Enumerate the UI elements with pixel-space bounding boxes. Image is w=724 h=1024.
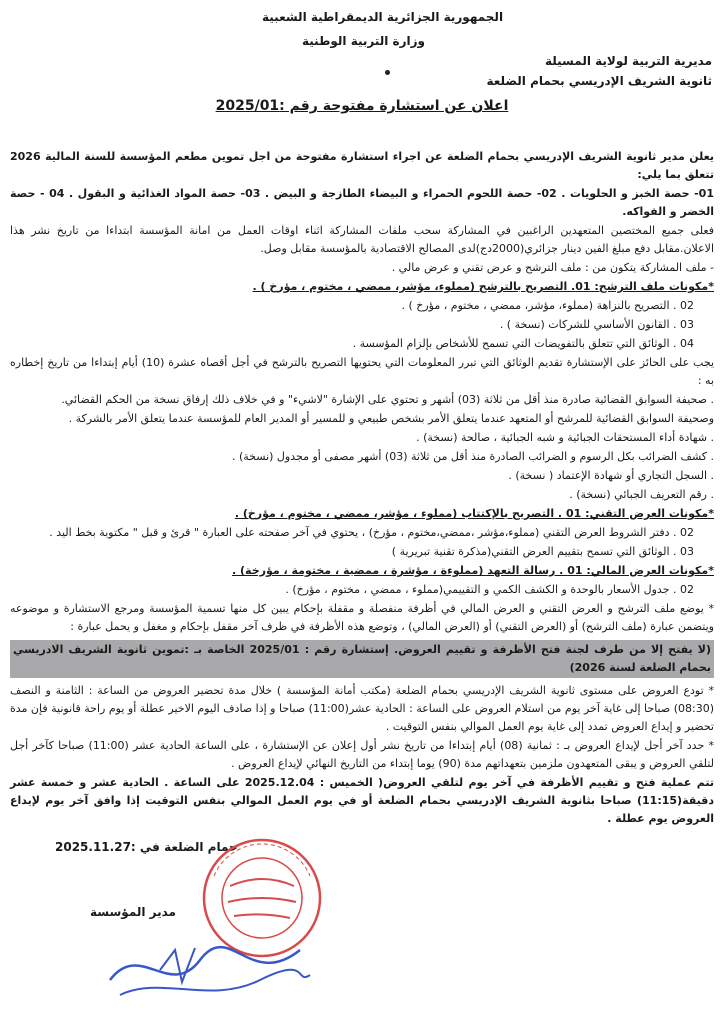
stamp-inner-text-strokes xyxy=(228,879,296,918)
title-text: اعلان عن استشارة مفتوحة رقم :2025/01 xyxy=(215,98,509,114)
envelope-instructions: * يوضع ملف الترشح و العرض التقني و العرض المالي في أظرفة منفصلة و مقفلة بإحكام يبين كل منها تسمية المؤسسة ومرجع الاستشارة و موضوعه ويتضمن عبارة (ملف الترشح) أو (العرض التقني) أو (العرض المالي) ، وتوضع هذه الأظرفة في ظرف آخر مقفل بإحكام و مغفل و يحمل عبارة : xyxy=(10,602,714,633)
signature-stroke xyxy=(160,948,195,982)
candidacy-item: 02 . التصريح بالنزاهة (مملوء، مؤشر، ممضي ، مختوم ، مؤرخ ) . xyxy=(401,299,694,312)
required-document: وصحيفة السوابق القضائية للمرشح أو المتعهد عندما يتعلق الأمر بشخص طبيعي و للمسير أو المدير العام للمؤسسة عندما يتعلق الأمر بالشركة . xyxy=(68,412,714,425)
required-document: . كشف الضرائب بكل الرسوم و الضرائب الصادرة منذ أقل من ثلاثة (03) أشهر مصفى أو مجدول (نسخة) . xyxy=(231,450,714,463)
signature-stroke xyxy=(120,970,310,995)
ministry-header: وزارة التربية الوطنية xyxy=(302,34,426,48)
technical-offer-item: 02 . دفتر الشروط العرض التقني (مملوء،مؤشر ،ممضي،مختوم ، مؤرخ) ، يحتوي في آخر صفحته على العبارة " قرئ و قبل " مكتوبة بخط اليد . xyxy=(49,526,694,539)
required-document: . رقم التعريف الجبائي (نسخة) . xyxy=(569,488,714,501)
director-title: مدير المؤسسة xyxy=(90,905,176,919)
technical-offer-item: 03 . الوثائق التي تسمح بتقييم العرض التقني(مذكرة تقنية تبريرية ) xyxy=(391,545,694,558)
opening-paragraph: تتم عملية فتح و تقييم الأظرفة في آخر يوم لتلقي العروض( الخميس : 2025.12.04 على الساعة . الحادية عشر و خمسة عشر دقيقة(11:15) صباحا بثانوية الشريف الإدريسي بحمام الضلعة أو في يوم العمل الموالي بنفس التوقيت إذا وافق آخر يوم لإيداع العروض يوم عطلة . xyxy=(10,776,714,825)
financial-offer-heading: *مكونات العرض المالي: 01 . رسالة التعهد (مملوءة ، مؤشرة ، ممضية ، مختومة ، مؤرخة) . xyxy=(232,564,714,577)
page-title xyxy=(0,98,724,114)
participation-paragraph: فعلى جميع المختصين المتعهدين الراغبين في المشاركة سحب ملفات المشاركة اثناء اوقات العمل من امانة المؤسسة ابتداءا من تاريخ نشر هذا الاعلان.مقابل دفع مبلغ الفين دينار جزائري(2000دج)لدى المصالح الاقتصادية بالمؤسسة مقابل وصل. xyxy=(10,224,714,255)
candidacy-item: 03 . القانون الأساسي للشركات (نسخة ) . xyxy=(499,318,694,331)
candidacy-item: 04 . الوثائق التي تتعلق بالتفويضات التي تسمح للأشخاص بإلزام المؤسسة . xyxy=(352,337,694,350)
submission-paragraph: * تودع العروض على مستوى ثانوية الشريف الإدريسي بحمام الضلعة (مكتب أمانة المؤسسة ) خلال مدة تحضير العروض من الساعة : الثامنة و النصف (08:30) صباحا إلى غاية آخر يوم من استلام العروض على الساعة : الحادية عشر(11:00) صباحا و إذا صادف اليوم الاخير عطلة أو يوم راحة قانونية فإن مدة تحضير و إيداع العروض تمدد إلى غاية يوم العمل الموالي بنفس التوقيت . xyxy=(10,684,714,733)
envelope-label-box: (لا يفتح إلا من طرف لجنة فتح الأظرفة و تقييم العروض. إستشارة رقم : 2025/01 الخاصة بـ :تموين ثانوية الشريف الادريسي بحمام الضلعة لسنة 2026) xyxy=(10,640,714,678)
deadline-paragraph: * حدد آخر أجل لإيداع العروض بـ : ثمانية (08) أيام إبتداءا من تاريخ نشر أول إعلان عن الإستشارة ، على الساعة الحادية عشر (11:00) صباحا كآخر أجل لتلقي العروض و يبقى المتعهدون ملزمين بتعهداتهم مدة (90) يوما إبتداء من التاريخ النهائي لإيداع العروض . xyxy=(10,739,714,770)
required-document: . السجل التجاري أو شهادة الإعتماد ( نسخة) . xyxy=(508,469,714,482)
technical-offer-heading: *مكونات العرض التقني: 01 . التصريح بالإكتتاب (مملوء ، مؤشر، ممضي ، مختوم ، مؤرخ) . xyxy=(234,507,714,520)
stamp-ring-lettering xyxy=(214,844,310,876)
announcement-body xyxy=(10,148,714,829)
lots-list: 01- حصة الخبز و الحلويات . 02- حصة اللحوم الحمراء و البيضاء الطازجة و البيض . 03- حصة المواد الغذائية و البقول . 04 - حصة الخضر و الفواكه. xyxy=(10,187,714,218)
file-composition: - ملف المشاركة يتكون من : ملف الترشح و عرض تقني و عرض مالي . xyxy=(391,261,714,274)
candidacy-file-heading: *مكونات ملف الترشح: 01. التصريح بالترشح (مملوء، مؤشر، ممضي ، مختوم ، مؤرخ ) . xyxy=(252,280,714,293)
director-signature xyxy=(100,920,320,1010)
intro-paragraph: يعلن مدير ثانوية الشريف الإدريسي بحمام الضلعة عن اجراء استشارة مفتوحة من اجل تموين مطعم المؤسسة للسنة المالية 2026 تتعلق بما يلي: xyxy=(10,150,714,181)
required-document: . صحيفة السوابق القضائية صادرة منذ أقل من ثلاثة (03) أشهر و تحتوي على الإشارة "لاشيء" و في خلاف ذلك إرفاق نسخة من الحكم القضائي. xyxy=(61,393,714,406)
republic-header: الجمهورية الجزائرية الديمقراطية الشعبية xyxy=(262,10,504,24)
school-header: ثانوية الشريف الإدريسي بحمام الضلعة xyxy=(486,74,712,88)
place-date: حمام الضلعة في :2025.11.27 xyxy=(55,840,238,854)
justification-paragraph: يجب على الحائز على الإستشارة تقديم الوثائق التي تبرر المعلومات التي يحتويها التصريح بالترشح في أجل أقصاه عشرة (10) أيام إبتداءا من تاريخ إخطاره به : xyxy=(10,356,715,387)
required-document: . شهادة أداء المستحقات الجبائية و شبه الجبائية ، صالحة (نسخة) . xyxy=(416,431,714,444)
financial-offer-item: 02 . جدول الأسعار بالوحدة و الكشف الكمي و التقييمي(مملوء ، ممضي ، مختوم ، مؤرخ) . xyxy=(285,583,694,596)
dot-mark xyxy=(385,70,390,75)
directorate-header: مديرية التربية لولاية المسيلة xyxy=(544,54,712,68)
